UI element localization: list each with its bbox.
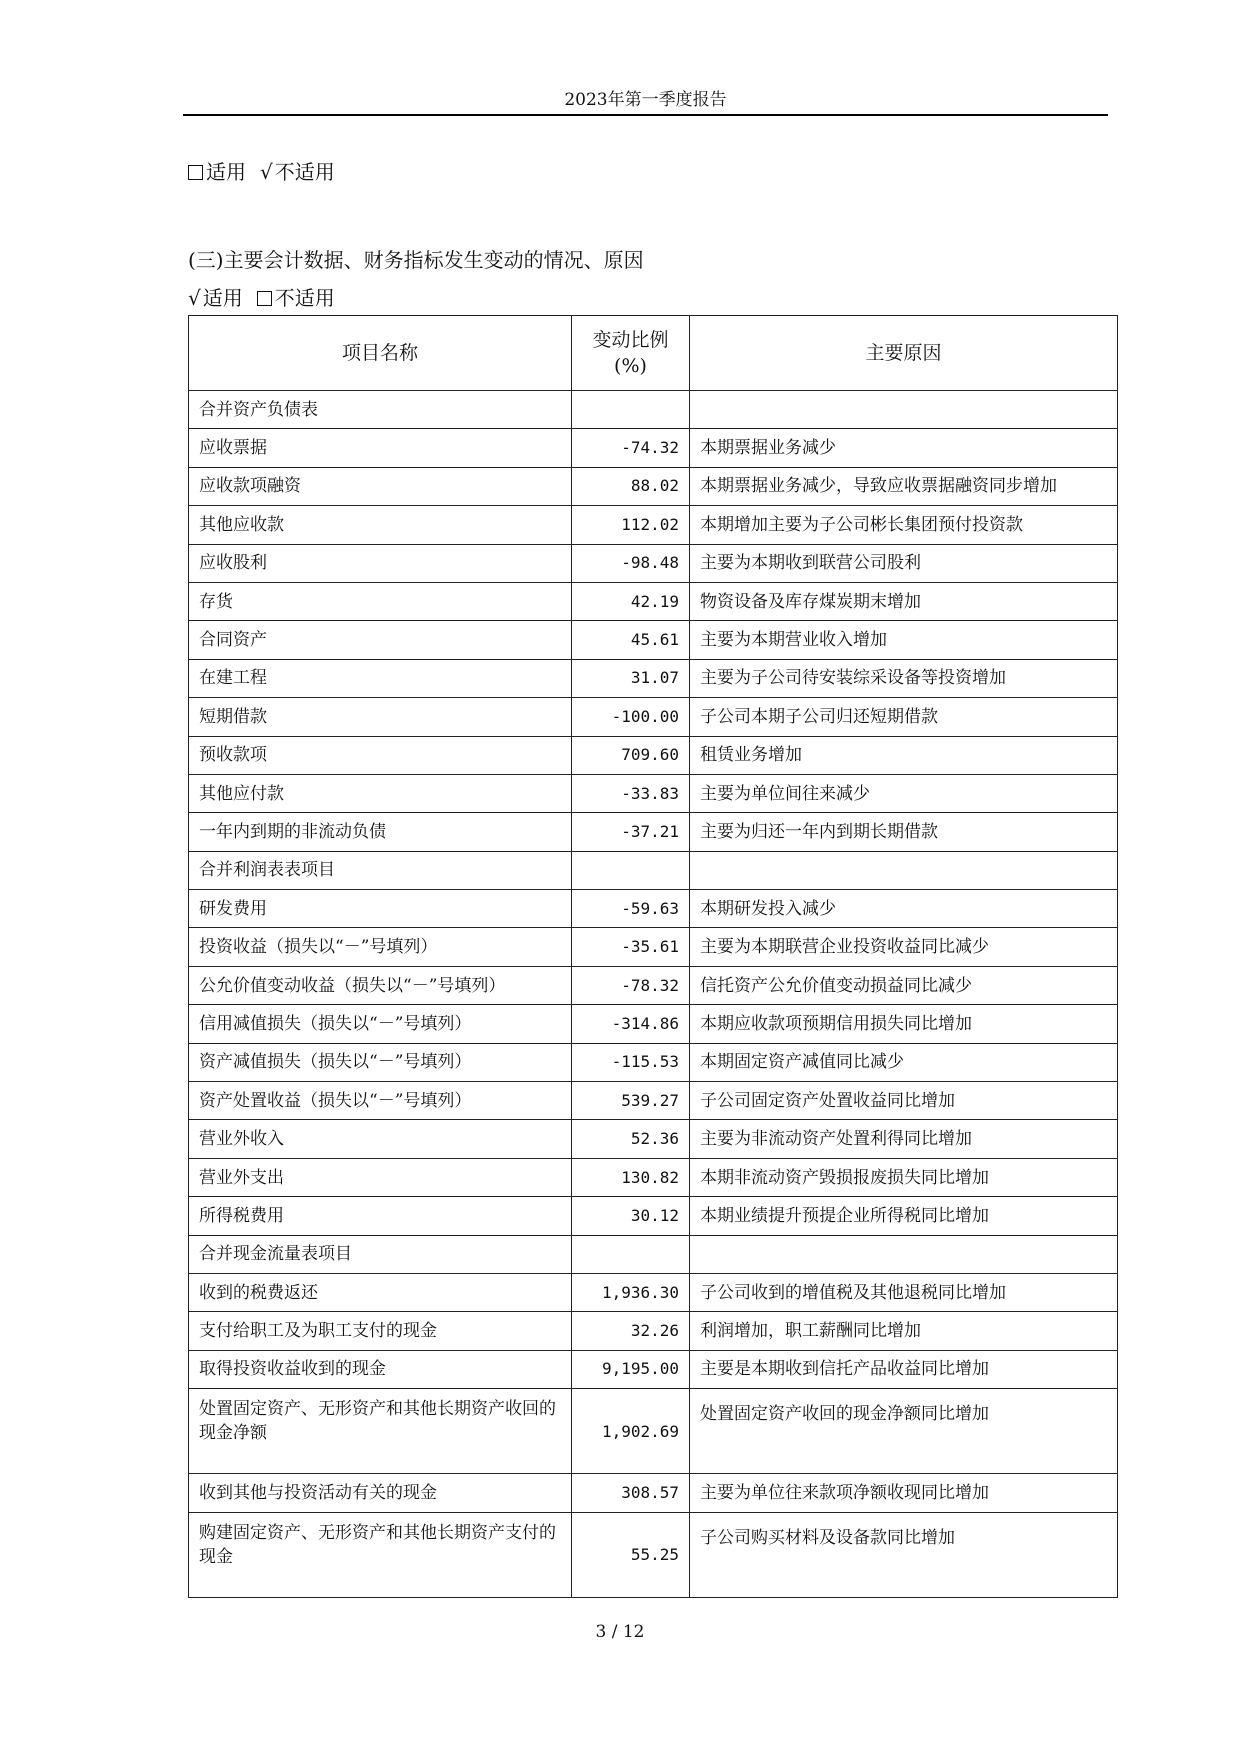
table-section-row	[189, 1235, 1118, 1273]
reason-cell: 主要为非流动资产处置利得同比增加	[690, 1120, 1118, 1158]
change-pct-cell: 308.57	[572, 1474, 690, 1512]
change-pct-cell: 539.27	[572, 1082, 690, 1120]
item-name-cell: 所得税费用	[189, 1197, 572, 1235]
change-pct-cell: -100.00	[572, 698, 690, 736]
table-row	[189, 890, 1118, 928]
table-row	[189, 1120, 1118, 1158]
applicable-label: 适用	[202, 286, 243, 310]
table-row	[189, 506, 1118, 544]
item-name-cell: 应收票据	[189, 429, 572, 467]
item-name-cell: 购建固定资产、无形资产和其他长期资产支付的现金	[189, 1512, 572, 1597]
reason-cell: 本期增加主要为子公司彬长集团预付投资款	[690, 506, 1118, 544]
header-pct-line1: 变动比例	[592, 329, 669, 351]
change-pct-cell	[572, 851, 690, 889]
change-pct-cell: 55.25	[572, 1512, 690, 1597]
reason-cell	[690, 851, 1118, 889]
change-pct-cell: 1,936.30	[572, 1273, 690, 1311]
change-pct-cell: 52.36	[572, 1120, 690, 1158]
item-name-cell: 预收款项	[189, 736, 572, 774]
change-pct-cell	[572, 1235, 690, 1273]
reason-cell: 本期票据业务减少，导致应收票据融资同步增加	[690, 467, 1118, 505]
item-name-cell: 公允价值变动收益（损失以“－”号填列）	[189, 966, 572, 1004]
item-name-cell: 合并资产负债表	[189, 391, 572, 429]
table-row	[189, 1043, 1118, 1081]
reason-cell: 主要为本期营业收入增加	[690, 621, 1118, 659]
item-name-cell: 在建工程	[189, 659, 572, 697]
change-pct-cell: 31.07	[572, 659, 690, 697]
reason-cell: 子公司固定资产处置收益同比增加	[690, 1082, 1118, 1120]
table-row	[189, 544, 1118, 582]
header-pct-line2: (%)	[614, 355, 647, 377]
reason-cell: 信托资产公允价值变动损益同比减少	[690, 966, 1118, 1004]
change-pct-cell: -115.53	[572, 1043, 690, 1081]
table-row	[189, 928, 1118, 966]
change-pct-cell: 30.12	[572, 1197, 690, 1235]
unchecked-box-icon	[257, 291, 272, 306]
unchecked-box-icon	[188, 165, 203, 180]
change-pct-cell: 45.61	[572, 621, 690, 659]
table-section-row	[189, 391, 1118, 429]
page-number: 3 / 12	[595, 1622, 645, 1642]
header-divider	[183, 114, 1108, 116]
item-name-cell: 信用减值损失（损失以“－”号填列）	[189, 1005, 572, 1043]
change-pct-cell: 709.60	[572, 736, 690, 774]
reason-cell: 主要为子公司待安装综采设备等投资增加	[690, 659, 1118, 697]
change-pct-cell: -37.21	[572, 813, 690, 851]
reason-cell: 租赁业务增加	[690, 736, 1118, 774]
change-pct-cell: 32.26	[572, 1312, 690, 1350]
reason-cell: 主要为单位往来款项净额收现同比增加	[690, 1474, 1118, 1512]
header-change-pct	[572, 316, 690, 391]
item-name-cell: 存货	[189, 582, 572, 620]
item-name-cell: 资产减值损失（损失以“－”号填列）	[189, 1043, 572, 1081]
change-pct-cell: 130.82	[572, 1158, 690, 1196]
change-pct-cell: -59.63	[572, 890, 690, 928]
reason-cell: 本期业绩提升预提企业所得税同比增加	[690, 1197, 1118, 1235]
change-pct-cell	[572, 391, 690, 429]
reason-cell: 本期研发投入减少	[690, 890, 1118, 928]
change-pct-cell: -314.86	[572, 1005, 690, 1043]
item-name-cell: 合同资产	[189, 621, 572, 659]
reason-cell	[690, 391, 1118, 429]
reason-cell: 主要为单位间往来减少	[690, 774, 1118, 812]
table-row	[189, 621, 1118, 659]
reason-cell: 主要为本期联营企业投资收益同比减少	[690, 928, 1118, 966]
reason-cell: 本期票据业务减少	[690, 429, 1118, 467]
change-pct-cell: -78.32	[572, 966, 690, 1004]
table-row	[189, 429, 1118, 467]
item-name-cell: 收到其他与投资活动有关的现金	[189, 1474, 572, 1512]
table-row	[189, 1350, 1118, 1388]
table-row	[189, 1389, 1118, 1474]
reason-cell: 本期固定资产减值同比减少	[690, 1043, 1118, 1081]
checkmark-icon: √	[260, 160, 273, 184]
change-pct-cell: -74.32	[572, 429, 690, 467]
checkmark-icon: √	[188, 286, 201, 310]
table-row	[189, 1082, 1118, 1120]
reason-cell: 子公司收到的增值税及其他退税同比增加	[690, 1273, 1118, 1311]
item-name-cell: 其他应收款	[189, 506, 572, 544]
change-pct-cell: -33.83	[572, 774, 690, 812]
reason-cell: 主要是本期收到信托产品收益同比增加	[690, 1350, 1118, 1388]
applicability-line-1	[188, 158, 335, 186]
reason-cell: 主要为归还一年内到期长期借款	[690, 813, 1118, 851]
item-name-cell: 收到的税费返还	[189, 1273, 572, 1311]
table-row	[189, 966, 1118, 1004]
item-name-cell: 营业外支出	[189, 1158, 572, 1196]
table-row	[189, 1197, 1118, 1235]
item-name-cell: 处置固定资产、无形资产和其他长期资产收回的现金净额	[189, 1389, 572, 1474]
reason-cell: 利润增加，职工薪酬同比增加	[690, 1312, 1118, 1350]
change-pct-cell: 112.02	[572, 506, 690, 544]
item-name-cell: 合并现金流量表项目	[189, 1235, 572, 1273]
not-applicable-label: 不适用	[274, 160, 335, 184]
item-name-cell: 一年内到期的非流动负债	[189, 813, 572, 851]
change-pct-cell: -35.61	[572, 928, 690, 966]
change-table	[188, 315, 1118, 1598]
reason-cell: 处置固定资产收回的现金净额同比增加	[690, 1389, 1118, 1474]
table-row	[189, 1273, 1118, 1311]
table-row	[189, 1158, 1118, 1196]
item-name-cell: 合并利润表表项目	[189, 851, 572, 889]
item-name-cell: 支付给职工及为职工支付的现金	[189, 1312, 572, 1350]
header-item-name: 项目名称	[189, 316, 572, 391]
table-row	[189, 467, 1118, 505]
reason-cell: 主要为本期收到联营公司股利	[690, 544, 1118, 582]
item-name-cell: 营业外收入	[189, 1120, 572, 1158]
item-name-cell: 应收股利	[189, 544, 572, 582]
page-header-title: 2023年第一季度报告	[564, 90, 727, 110]
item-name-cell: 资产处置收益（损失以“－”号填列）	[189, 1082, 572, 1120]
reason-cell: 物资设备及库存煤炭期末增加	[690, 582, 1118, 620]
change-pct-cell: 42.19	[572, 582, 690, 620]
table-row	[189, 813, 1118, 851]
item-name-cell: 短期借款	[189, 698, 572, 736]
table-row	[189, 582, 1118, 620]
item-name-cell: 取得投资收益收到的现金	[189, 1350, 572, 1388]
applicability-line-2	[188, 284, 335, 312]
table-row	[189, 774, 1118, 812]
applicable-label: 适用	[206, 160, 246, 184]
change-pct-cell: -98.48	[572, 544, 690, 582]
section-title: (三)主要会计数据、财务指标发生变动的情况、原因	[188, 248, 644, 272]
change-pct-cell: 9,195.00	[572, 1350, 690, 1388]
table-section-row	[189, 851, 1118, 889]
table-row	[189, 1005, 1118, 1043]
change-pct-cell: 1,902.69	[572, 1389, 690, 1474]
table-row	[189, 1474, 1118, 1512]
table-header-row	[189, 316, 1118, 391]
item-name-cell: 应收款项融资	[189, 467, 572, 505]
table-row	[189, 1512, 1118, 1597]
table-row	[189, 736, 1118, 774]
table-row	[189, 1312, 1118, 1350]
item-name-cell: 投资收益（损失以“－”号填列）	[189, 928, 572, 966]
reason-cell	[690, 1235, 1118, 1273]
reason-cell: 本期非流动资产毁损报废损失同比增加	[690, 1158, 1118, 1196]
table-row	[189, 698, 1118, 736]
not-applicable-label: 不适用	[274, 286, 335, 310]
reason-cell: 子公司购买材料及设备款同比增加	[690, 1512, 1118, 1597]
item-name-cell: 研发费用	[189, 890, 572, 928]
table-row	[189, 659, 1118, 697]
change-pct-cell: 88.02	[572, 467, 690, 505]
header-main-reason: 主要原因	[690, 316, 1118, 391]
reason-cell: 本期应收款项预期信用损失同比增加	[690, 1005, 1118, 1043]
reason-cell: 子公司本期子公司归还短期借款	[690, 698, 1118, 736]
item-name-cell: 其他应付款	[189, 774, 572, 812]
